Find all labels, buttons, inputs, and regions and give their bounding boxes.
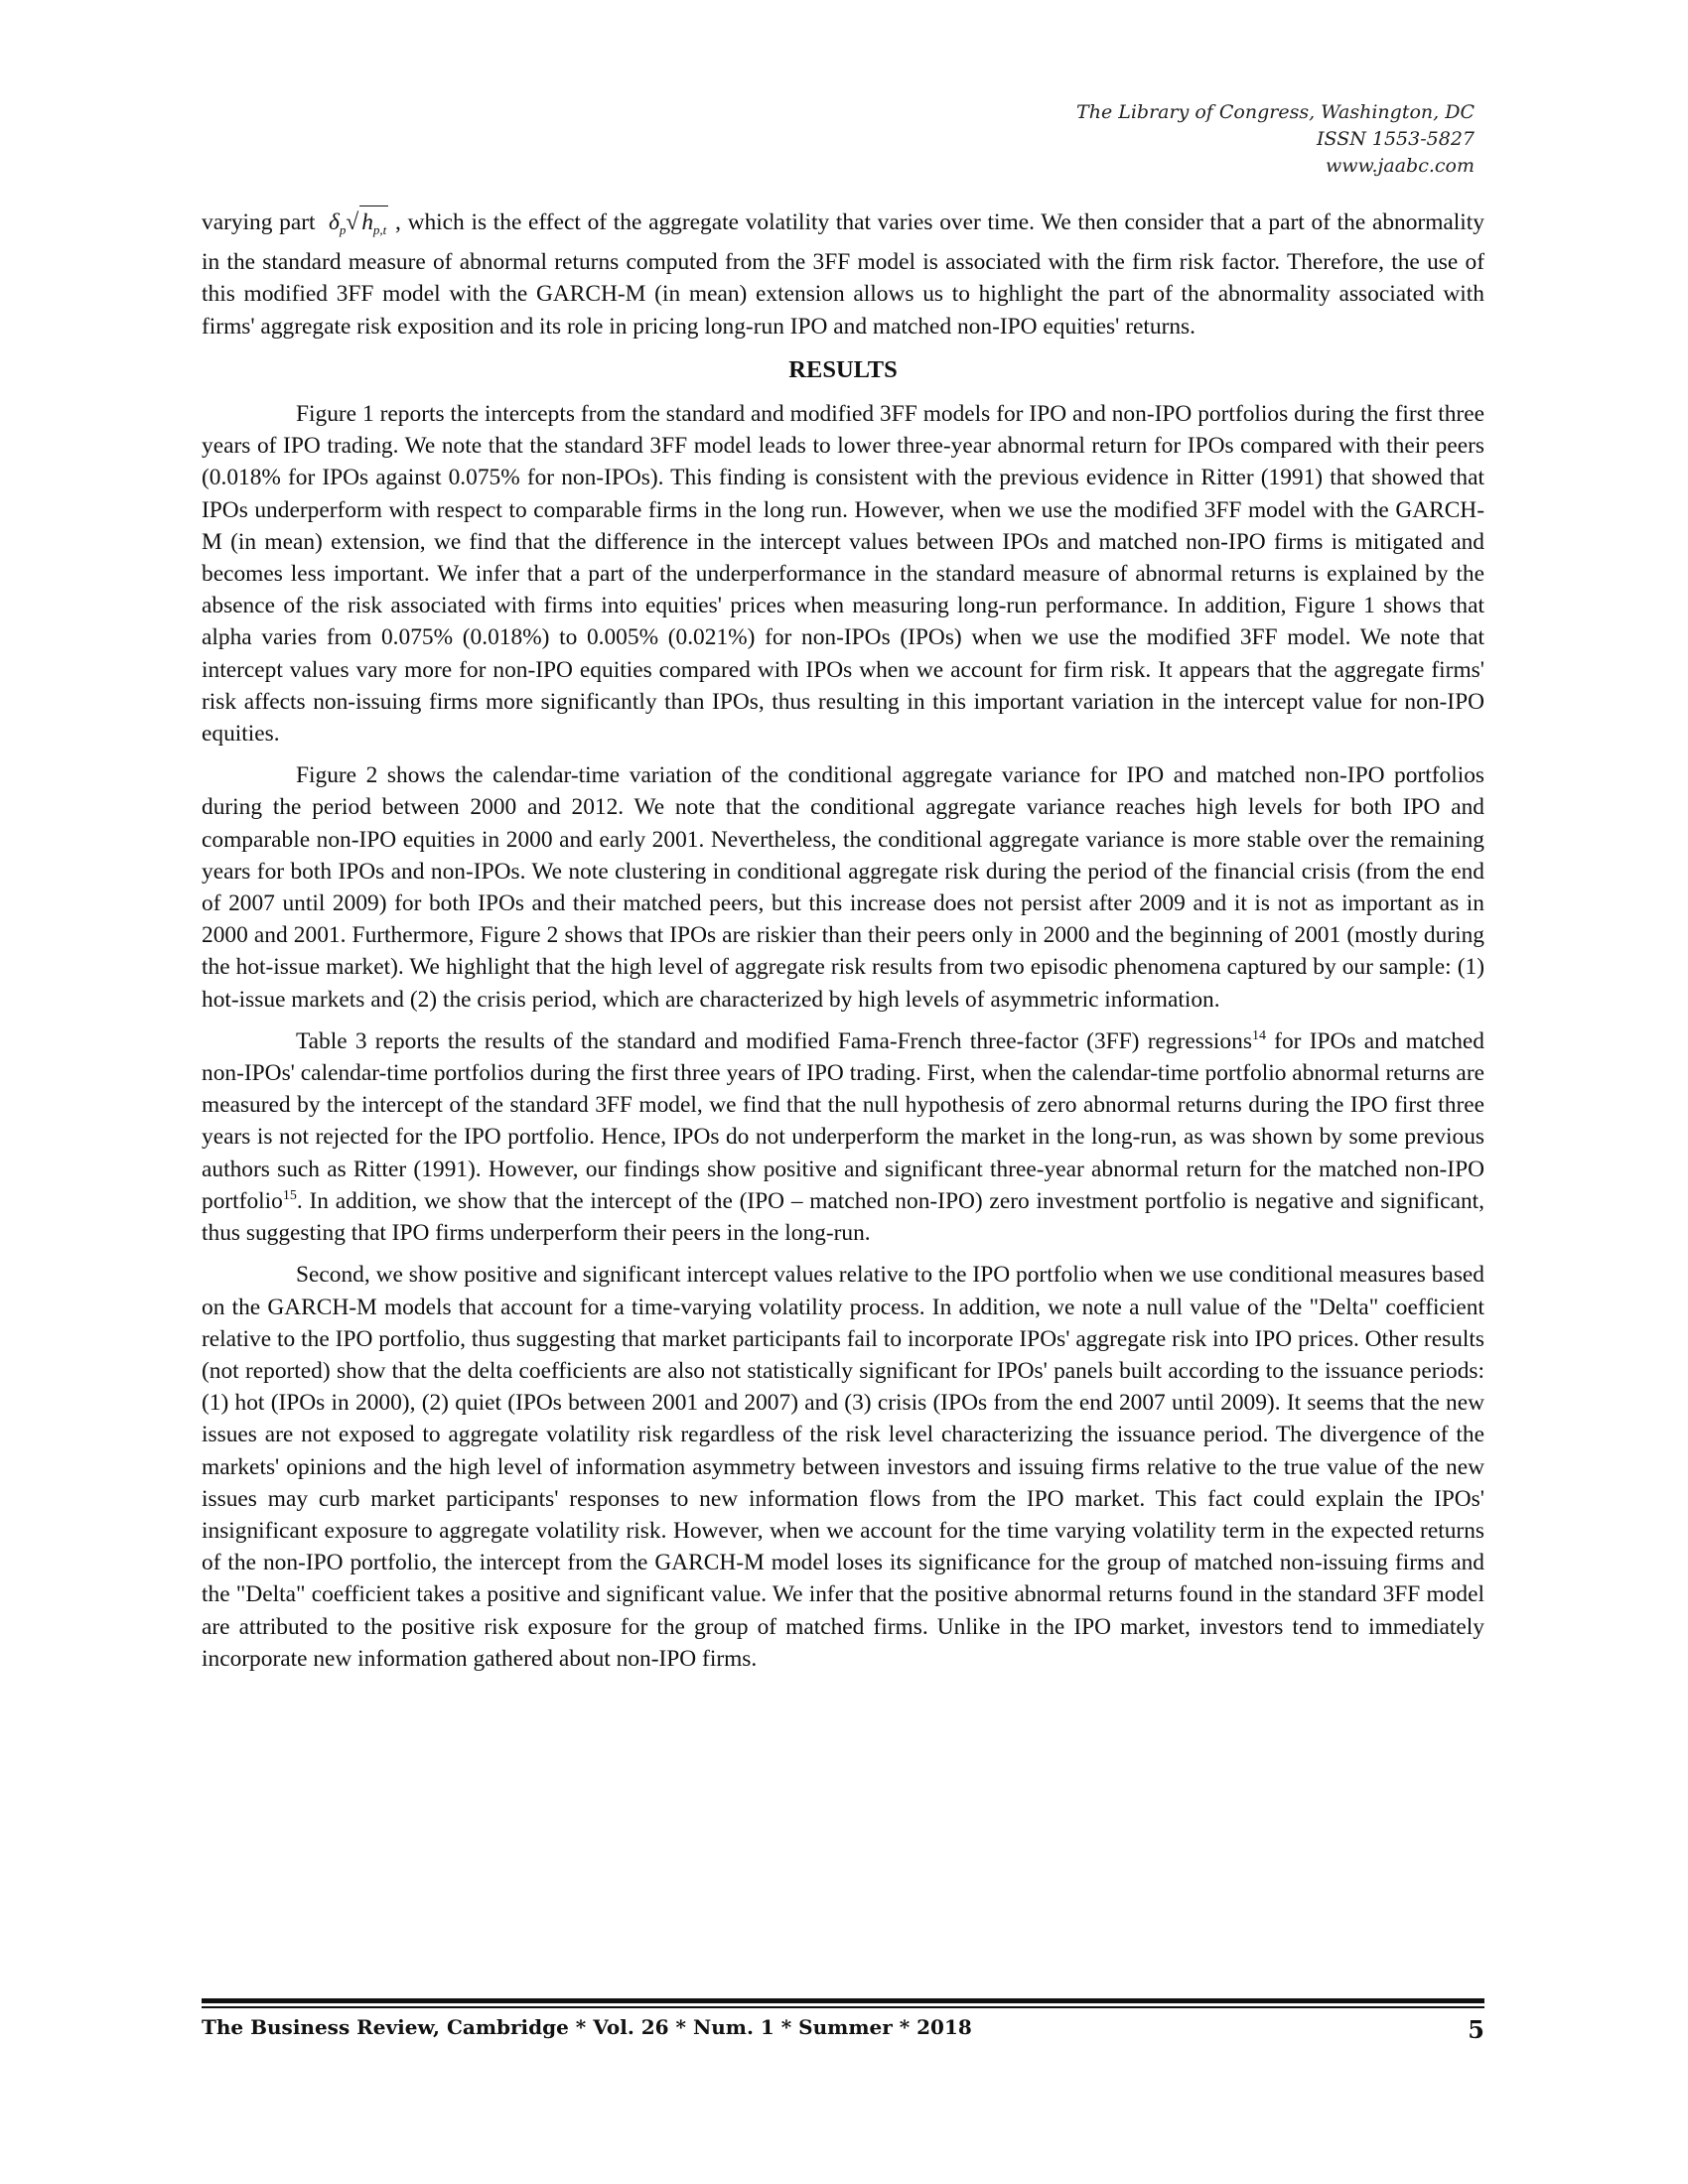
running-header: [1076, 99, 1475, 180]
page-number: 5: [1468, 2015, 1484, 2044]
results-paragraph-1: Figure 1 reports the intercepts from the standard and modified 3FF models for IPO and non-IPO portfolios during the first three years of IPO trading. We note that the standard 3FF model leads to lower three-year abnormal return for IPOs compared with their peers (0.018% for IPOs against 0.075% for non-IPOs). This finding is consistent with the previous evidence in Ritter (1991) that showed that IPOs underperform with respect to comparable firms in the long run. However, when we use the modified 3FF model with the GARCH-M (in mean) extension, we find that the difference in the intercept values between IPOs and matched non-IPO firms is mitigated and becomes less important. We infer that a part of the underperformance in the standard measure of abnormal returns is explained by the absence of the risk associated with firms into equities' prices when measuring long-run performance. In addition, Figure 1 shows that alpha varies from 0.075% (0.018%) to 0.005% (0.021%) for non-IPOs (IPOs) when we use the modified 3FF model. We note that intercept values vary more for non-IPO equities compared with IPOs when we account for firm risk. It appears that the aggregate firms' risk affects non-issuing firms more significantly than IPOs, thus resulting in this important variation in the intercept value for non-IPO equities.: [202, 401, 1484, 748]
section-heading-results: RESULTS: [788, 355, 898, 383]
footer-journal: The Business Review, Cambridge * Vol. 26 * Num. 1 * Summer * 2018: [202, 2015, 972, 2039]
results-paragraph-2: Figure 2 shows the calendar-time variation of the conditional aggregate variance for IPO and matched non-IPO portfolios during the period between 2000 and 2012. We note that the conditional aggregate variance reaches high levels for both IPO and comparable non-IPO equities in 2000 and early 2001. Nevertheless, the conditional aggregate variance is more stable over the remaining years for both IPOs and non-IPOs. We note clustering in conditional aggregate risk during the period of the financial crisis (from the end of 2007 until 2009) for both IPOs and their matched peers, but this increase does not persist after 2009 and it is not as important as in 2000 and 2001. Furthermore, Figure 2 shows that IPOs are riskier than their peers only in 2000 and the beginning of 2001 (mostly during the hot-issue market). We highlight that the high level of aggregate risk results from two episodic phenomena captured by our sample: (1) hot-issue markets and (2) the crisis period, which are characterized by high levels of asymmetric information.: [202, 762, 1484, 1013]
results-paragraph-3: Table 3 reports the results of the standard and modified Fama-French three-factor (3FF) regressions$^{14}$ for IPOs and matched non-IPOs' calendar-time portfolios during the first three years of IPO trading. First, when the calendar-time portfolio abnormal returns are measured by the intercept of the standard 3FF model, we find that the null hypothesis of zero abnormal returns during the IPO first three years is not rejected for the IPO portfolio. Hence, IPOs do not underperform the market in the long-run, as was shown by some previous authors such as Ritter (1991). However, our findings show positive and significant three-year abnormal return for the matched non-IPO portfolio$^{15}$. In addition, we show that the intercept of the (IPO – matched non-IPO) zero investment portfolio is negative and significant, thus suggesting that IPO firms underperform their peers in the long-run.: [202, 1027, 1484, 1247]
intro-rest: , which is the effect of the aggregate volatility that varies over time. We then consider that a part of the abnormality in the standard measure of abnormal returns computed from the 3FF model is associated with the firm risk factor. Therefore, the use of this modified 3FF model with the GARCH-M (in mean) extension allows us to highlight the part of the abnormality associated with firms' aggregate risk exposition and its role in pricing long-run IPO and matched non-IPO equities' returns.: [202, 209, 1484, 340]
footnote-ref-15: 15: [282, 1188, 297, 1204]
article-body: [202, 205, 1484, 1685]
intro-paragraph: [202, 205, 1484, 342]
header-issn: ISSN 1553-5827: [1317, 128, 1475, 150]
sqrt-h-term: √ $h_{p,t}$: [346, 209, 388, 235]
delta-symbol: $\delta_p$: [328, 209, 347, 237]
intro-lead: varying part: [202, 209, 316, 235]
footnote-ref-14: 14: [1251, 1028, 1266, 1044]
running-footer: [202, 2013, 1484, 2047]
footer-rule-thick: [202, 1998, 1484, 2003]
header-library: The Library of Congress, Washington, DC: [1076, 101, 1475, 123]
footer-rule-thin: [202, 2006, 1484, 2008]
results-paragraph-4: Second, we show positive and significant intercept values relative to the IPO portfolio when we use conditional measures based on the GARCH-M models that account for a time-varying volatility process. In addition, we note a null value of the "Delta" coefficient relative to the IPO portfolio, thus suggesting that market participants fail to incorporate IPOs' aggregate risk into IPO prices. Other results (not reported) show that the delta coefficients are also not statistically significant for IPOs' panels built according to the issuance periods: (1) hot (IPOs in 2000), (2) quiet (IPOs between 2001 and 2007) and (3) crisis (IPOs from the end 2007 until 2009). It seems that the new issues are not exposed to aggregate volatility risk regardless of the risk level characterizing the issuance period. The divergence of the markets' opinions and the high level of information asymmetry between investors and issuing firms relative to the true value of the new issues may curb market participants' responses to new information flows from the IPO market. This fact could explain the IPOs' insignificant exposure to aggregate volatility risk. However, when we account for the time varying volatility term in the expected returns of the non-IPO portfolio, the intercept from the GARCH-M model loses its significance for the group of matched non-issuing firms and the "Delta" coefficient takes a positive and significant value. We infer that the positive abnormal returns found in the standard 3FF model are attributed to the positive risk exposure for the group of matched firms. Unlike in the IPO market, investors tend to immediately incorporate new information gathered about non-IPO firms.: [202, 1262, 1484, 1672]
header-website: www.jaabc.com: [1325, 155, 1475, 177]
